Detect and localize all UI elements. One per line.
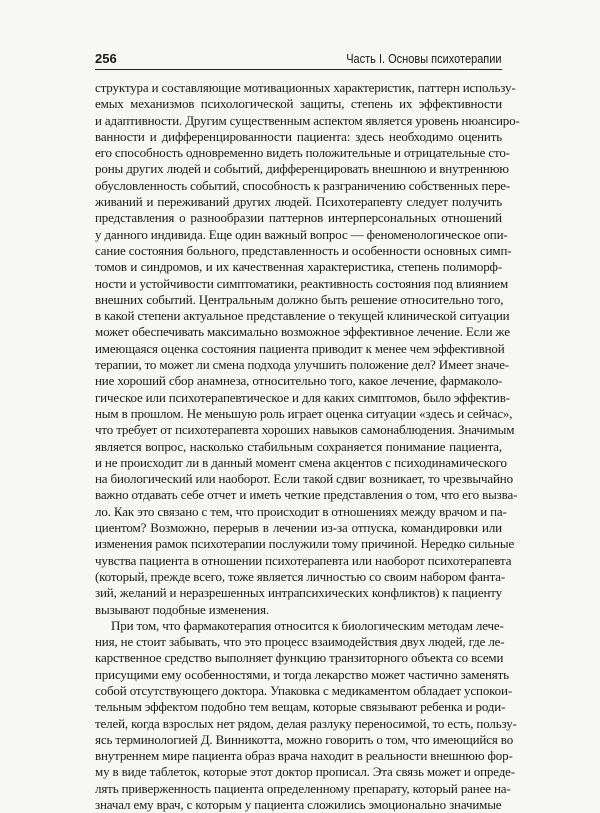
- text-line: ния, не стоит забывать, что это процесс взаимодействия двух людей, где ле-: [95, 634, 505, 650]
- text-line: сание состояния больного, представленность и особенности основных симп-: [95, 242, 512, 258]
- text-line: лять приверженность пациента определенному препарату, который ранее на-: [95, 780, 511, 796]
- body-text: [95, 80, 520, 813]
- text-line: гическое или психотерапевтическое и для каких симптомов, было эффектив-: [95, 389, 510, 405]
- text-line: терапии, то может ли смена подхода улучшить положение дел? Имеет значе-: [95, 357, 510, 373]
- text-line: томов и синдромов, и их качественная характеристика, степень полиморф-: [95, 259, 502, 275]
- text-line: чувства пациента в отношении психотерапевта или наоборот психотерапевта: [95, 552, 512, 568]
- text-line: значал ему врач, с которым у пациента сложились эмоционально значимые: [95, 797, 502, 813]
- running-head: Часть I. Основы психотерапии: [346, 52, 502, 66]
- text-line: (который, прежде всего, тоже является личностью со своим набором фанта-: [95, 568, 506, 584]
- text-line: вызывают подобные изменения.: [95, 601, 270, 617]
- text-line: зий, желаний и неразрешенных интрапсихических конфликтов) к пациенту: [95, 585, 502, 601]
- text-line: что требует от психотерапевта хороших навыков самонаблюдения. Значимым: [95, 422, 515, 438]
- text-line: изменения рамок психотерапии послужили тому причиной. Нередко сильные: [95, 536, 515, 552]
- text-line: у данного индивида. Еще один важный вопрос — феноменологическое опи-: [95, 226, 508, 242]
- text-line: му в виде таблеток, которые этот доктор прописал. Эта связь может и опреде-: [95, 764, 515, 780]
- text-line: живаний и переживаний других людей. Психотерапевту следует получить: [95, 194, 502, 210]
- text-line: собой отсутствующего доктора. Упаковка с медикаментом обладает успокои-: [95, 682, 513, 698]
- text-line: присущими ему особенностями, и тогда лекарство может частично заменять: [95, 666, 509, 682]
- text-line: ясь терминологией Д. Винникотта, можно говорить о том, что имеющийся во: [95, 731, 514, 747]
- text-line: телей, когда взрослых нет рядом, делая разлуку переносимой, то есть, пользу-: [95, 715, 517, 731]
- text-line: ванности и дифференцированности пациента: здесь необходимо оценить: [95, 128, 502, 144]
- text-line: При том, что фармакотерапия относится к биологическим методам лече-: [111, 617, 504, 633]
- page-header: [95, 47, 502, 70]
- text-line: роны других людей и событий, дифференцировать внешнюю и внутреннюю: [95, 161, 509, 177]
- text-line: ло. Как это связано с тем, что происходит в отношениях между врачом и па-: [95, 503, 507, 519]
- text-line: представления о разнообразии паттернов интерперсональных отношений: [95, 210, 502, 226]
- text-line: его способность одновременно видеть положительные и отрицательные сто-: [95, 145, 510, 161]
- text-line: ным в прошлом. Не меньшую роль играет оценка ситуации «здесь и сейчас»,: [95, 405, 513, 421]
- paragraph: [95, 80, 520, 618]
- text-line: является вопрос, насколько стабильным сохраняется понимание пациента,: [95, 438, 502, 454]
- text-line: обусловленность событий, способность к разграничению собственных пере-: [95, 177, 511, 193]
- text-line: структура и составляющие мотивационных характеристик, паттерн использу-: [95, 80, 516, 95]
- text-line: ности и устойчивости симптоматики, реактивность состояния под влиянием: [95, 275, 509, 291]
- text-line: внешних событий. Центральным должно быть решение относительно того,: [95, 291, 504, 307]
- text-line: ние хороший сбор анамнеза, относительно того, какое лечение, фармаколо-: [95, 373, 503, 389]
- paragraph: [95, 617, 517, 813]
- text-line: имеющаяся оценка состояния пациента приводит к менее чем эффективной: [95, 340, 505, 356]
- text-line: емых механизмов психологической защиты, степень их эффективности: [95, 96, 502, 112]
- text-line: важно отдавать себе отчет и иметь четкие представления о том, что его вызва-: [95, 487, 518, 503]
- text-line: на биологический или наоборот. Если такой сдвиг возникает, то чрезвычайно: [95, 471, 513, 487]
- text-line: и не происходит ли в данный момент смена акцентов с психодинамического: [95, 454, 507, 470]
- text-line: циентом? Возможно, перерыв в лечении из-за отпуска, командировки или: [95, 520, 502, 536]
- text-line: в какой степени актуальное представление о текущей клинической ситуации: [95, 308, 510, 324]
- page-number: 256: [95, 51, 117, 66]
- text-line: тельным эффектом подобно тем вещам, которые связывают ребенка и роди-: [95, 699, 506, 715]
- text-line: внутреннем мире пациента образ врача находит в реальности внешнюю фор-: [95, 748, 513, 764]
- text-line: и адаптивности. Другим существенным аспектом является уровень нюансиро-: [95, 112, 520, 128]
- text-line: карственное средство выполняет функцию транзиторного объекта со всеми: [95, 650, 504, 666]
- text-line: может обеспечивать максимально возможное эффективное лечение. Если же: [95, 324, 510, 340]
